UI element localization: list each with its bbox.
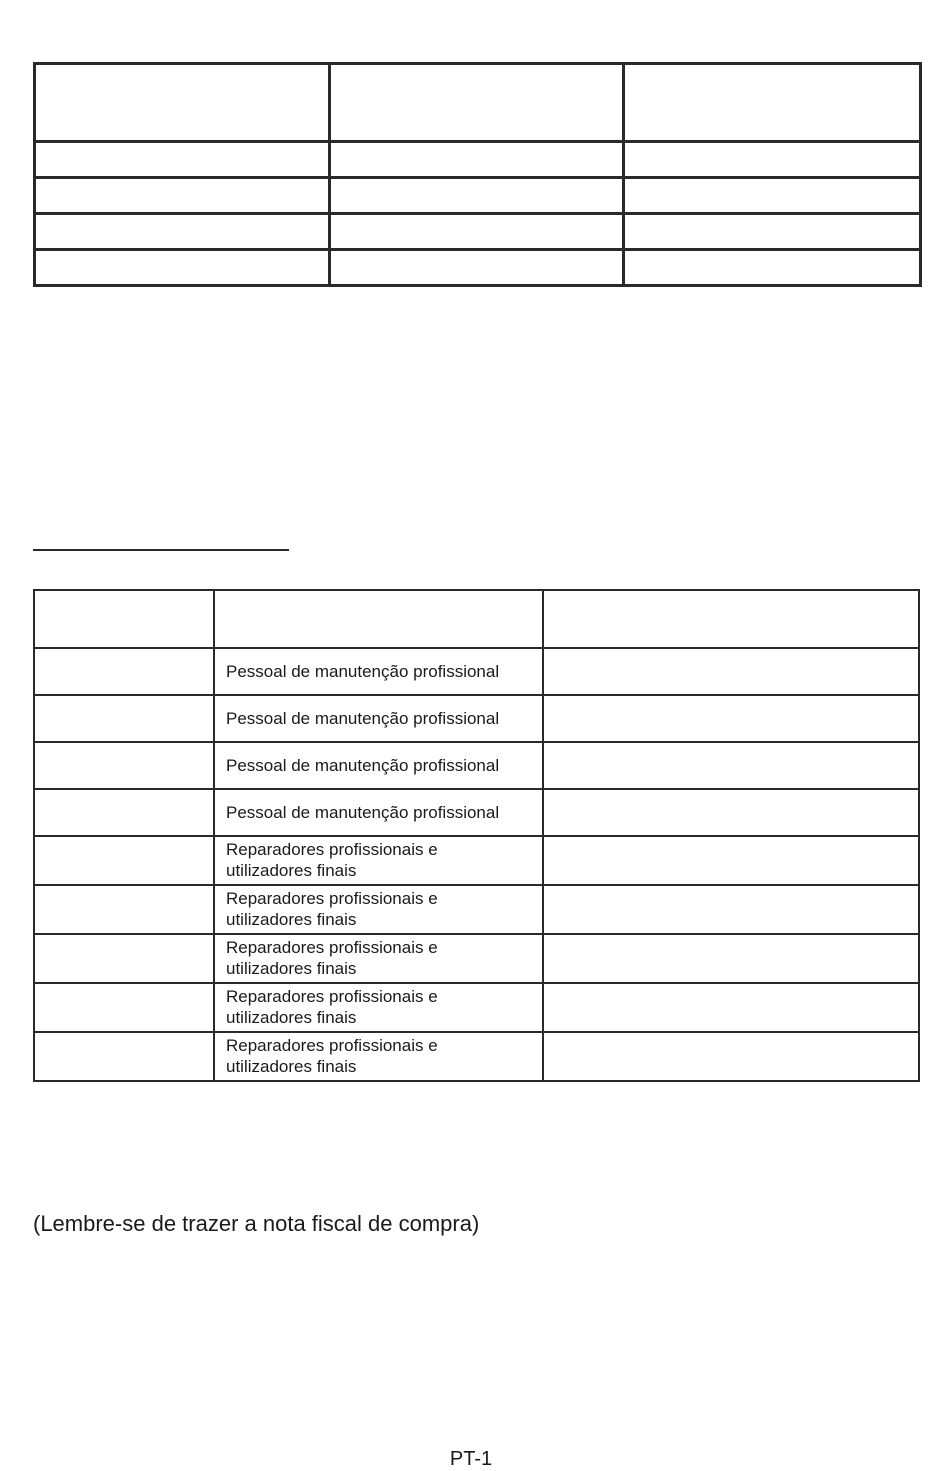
table-cell [330,214,624,250]
table-row [34,648,919,695]
table-cell [543,789,919,836]
table-cell [543,1032,919,1081]
table-cell [624,178,921,214]
table-header-row [35,64,921,142]
table-cell [34,1032,214,1081]
table-cell [35,178,330,214]
table-row [34,1032,919,1081]
table-1 [33,62,922,287]
table-cell [34,885,214,934]
table-row [34,934,919,983]
table-cell [35,214,330,250]
table-row [34,695,919,742]
table-cell [624,214,921,250]
table-row [35,214,921,250]
table-cell [34,648,214,695]
role-cell [214,983,543,1032]
table-cell [624,142,921,178]
table-cell [34,983,214,1032]
table-cell [543,836,919,885]
role-line-1: Reparadores profissionais e [226,987,438,1006]
table-row [34,836,919,885]
role-cell [214,934,543,983]
table-2 [33,589,920,1082]
table-cell [35,64,330,142]
role-line-2: utilizadores finais [226,959,357,978]
table-cell [624,250,921,286]
table-cell [543,742,919,789]
table-cell [543,648,919,695]
table-header-row [34,590,919,648]
role-cell: Pessoal de manutenção profissional [214,789,543,836]
role-cell: Pessoal de manutenção profissional [214,742,543,789]
role-line-2: utilizadores finais [226,910,357,929]
table-cell [543,983,919,1032]
table-cell [330,142,624,178]
role-line-1: Reparadores profissionais e [226,840,438,859]
role-line-2: utilizadores finais [226,1057,357,1076]
table-cell [543,934,919,983]
table-cell [214,590,543,648]
role-cell [214,1032,543,1081]
table-row [34,742,919,789]
role-cell: Pessoal de manutenção profissional [214,648,543,695]
table-cell [34,695,214,742]
role-line-2: utilizadores finais [226,861,357,880]
role-line-1: Reparadores profissionais e [226,889,438,908]
table-cell [543,695,919,742]
table-cell [330,178,624,214]
page-number: PT-1 [449,1448,493,1470]
table-row [35,142,921,178]
purchase-receipt-note: (Lembre-se de trazer a nota fiscal de compra) [33,1211,480,1236]
table-cell [624,64,921,142]
role-line-1: Reparadores profissionais e [226,1036,438,1055]
table-cell [35,142,330,178]
table-cell [330,64,624,142]
table-row [34,983,919,1032]
table-cell [34,789,214,836]
role-cell [214,836,543,885]
table-cell [34,590,214,648]
table-row [35,250,921,286]
table-row [35,178,921,214]
section-heading-rule [33,549,289,551]
table-cell [34,934,214,983]
table-cell [543,590,919,648]
table-cell [34,742,214,789]
role-cell: Pessoal de manutenção profissional [214,695,543,742]
role-line-1: Reparadores profissionais e [226,938,438,957]
table-row [34,789,919,836]
table-cell [35,250,330,286]
table-cell [543,885,919,934]
role-cell [214,885,543,934]
role-line-2: utilizadores finais [226,1008,357,1027]
table-row [34,885,919,934]
table-cell [34,836,214,885]
table-cell [330,250,624,286]
